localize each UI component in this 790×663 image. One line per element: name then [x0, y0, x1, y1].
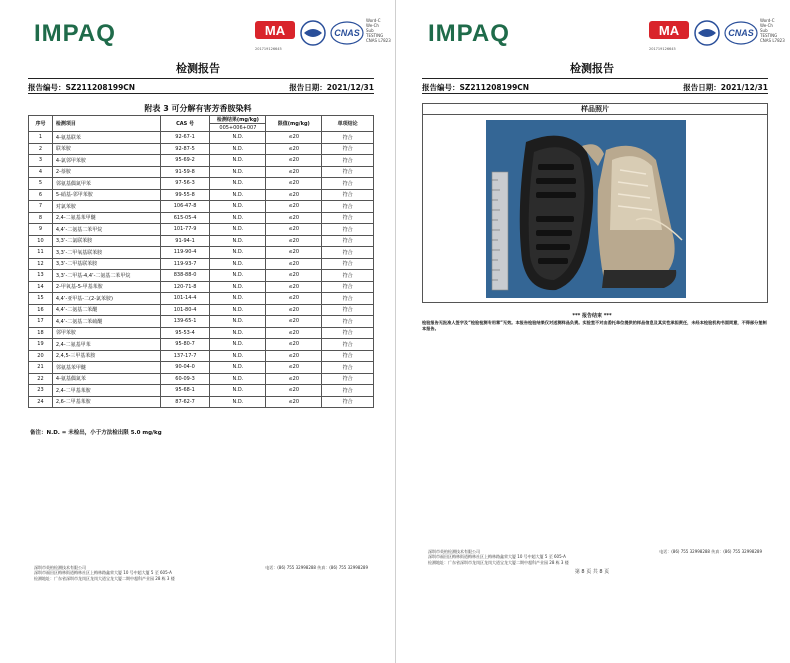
- row-limit: ≤20: [266, 155, 322, 167]
- footer-address: 深圳市福田区梅林街道梅林社区上梅林路鑫荣大厦 10 号中超大厦 5 至 605-A: [34, 570, 172, 576]
- report-page-left: [8, 8, 391, 648]
- row-cas: 119-90-4: [160, 247, 210, 259]
- footer-address: 深圳市福田区梅林街道梅林社区上梅林路鑫荣大厦 10 号中超大厦 5 至 605-A: [428, 554, 566, 560]
- row-result: N.D.: [210, 293, 266, 305]
- row-item: 2-萘胺: [52, 166, 160, 178]
- table-row: [29, 281, 374, 293]
- table-row: [29, 235, 374, 247]
- row-number: 14: [29, 281, 53, 293]
- row-cas: 101-77-9: [160, 224, 210, 236]
- row-verdict: 符合: [322, 166, 374, 178]
- row-number: 2: [29, 143, 53, 155]
- row-result: N.D.: [210, 327, 266, 339]
- row-cas: 137-17-7: [160, 350, 210, 362]
- row-cas: 101-14-4: [160, 293, 210, 305]
- row-item: 邻氨基苯甲醚: [52, 362, 160, 374]
- svg-text:CNAS: CNAS: [334, 28, 360, 38]
- row-limit: ≤20: [266, 304, 322, 316]
- cert-caption: Word-C We-Ch Sub TESTING CNAS L7823: [760, 18, 785, 43]
- row-item: 3,3’-二氯联苯胺: [52, 235, 160, 247]
- row-result: N.D.: [210, 281, 266, 293]
- table-row: [29, 327, 374, 339]
- row-verdict: 符合: [322, 235, 374, 247]
- svg-text:MA: MA: [264, 23, 286, 38]
- row-verdict: 符合: [322, 327, 374, 339]
- row-limit: ≤20: [266, 212, 322, 224]
- row-limit: ≤20: [266, 350, 322, 362]
- row-verdict: 符合: [322, 155, 374, 167]
- row-number: 6: [29, 189, 53, 201]
- row-result: N.D.: [210, 166, 266, 178]
- table-row: [29, 166, 374, 178]
- page-number: 第 8 页 共 8 页: [574, 569, 610, 575]
- row-result: N.D.: [210, 270, 266, 282]
- ilac-mra-icon: [694, 20, 720, 46]
- row-limit: ≤20: [266, 143, 322, 155]
- row-verdict: 符合: [322, 350, 374, 362]
- table-row: [29, 385, 374, 397]
- row-result: N.D.: [210, 247, 266, 259]
- row-item: 邻氨基偶氮甲苯: [52, 178, 160, 190]
- table-row: [29, 350, 374, 362]
- row-cas: 615-05-4: [160, 212, 210, 224]
- row-cas: 90-04-0: [160, 362, 210, 374]
- header-rule: [28, 93, 374, 94]
- row-cas: 95-68-1: [160, 385, 210, 397]
- table-row: [29, 132, 374, 144]
- page-footer: [428, 549, 762, 565]
- row-result: N.D.: [210, 235, 266, 247]
- row-cas: 97-56-3: [160, 178, 210, 190]
- table-row: [29, 247, 374, 259]
- cnas-icon: [724, 20, 758, 46]
- row-limit: ≤20: [266, 247, 322, 259]
- row-item: 4-氨基联苯: [52, 132, 160, 144]
- row-verdict: 符合: [322, 212, 374, 224]
- row-limit: ≤20: [266, 316, 322, 328]
- header-cas: CAS 号: [160, 116, 210, 132]
- row-number: 21: [29, 362, 53, 374]
- page-title: 检测报告: [570, 62, 614, 75]
- row-number: 23: [29, 385, 53, 397]
- row-item: 2,6-二甲基苯胺: [52, 396, 160, 408]
- row-limit: ≤20: [266, 385, 322, 397]
- row-verdict: 符合: [322, 201, 374, 213]
- impaq-logo: IMPAQ: [34, 20, 116, 47]
- row-cas: 60-09-3: [160, 373, 210, 385]
- table-row: [29, 373, 374, 385]
- row-limit: ≤20: [266, 258, 322, 270]
- svg-text:MA: MA: [658, 23, 680, 38]
- cma-number: 201719126645: [255, 47, 282, 51]
- row-result: N.D.: [210, 143, 266, 155]
- row-limit: ≤20: [266, 132, 322, 144]
- row-cas: 119-93-7: [160, 258, 210, 270]
- row-item: 联苯胺: [52, 143, 160, 155]
- row-cas: 95-69-2: [160, 155, 210, 167]
- row-result: N.D.: [210, 155, 266, 167]
- page-footer: [34, 565, 368, 581]
- row-verdict: 符合: [322, 270, 374, 282]
- row-item: 2,4-二氨基甲苯: [52, 339, 160, 351]
- row-result: N.D.: [210, 385, 266, 397]
- table-row: [29, 270, 374, 282]
- table-row: [29, 178, 374, 190]
- row-limit: ≤20: [266, 339, 322, 351]
- row-verdict: 符合: [322, 304, 374, 316]
- row-limit: ≤20: [266, 373, 322, 385]
- row-item: 3,3’-二甲基联苯胺: [52, 258, 160, 270]
- row-limit: ≤20: [266, 327, 322, 339]
- row-cas: 87-62-7: [160, 396, 210, 408]
- row-cas: 91-94-1: [160, 235, 210, 247]
- table-row: [29, 189, 374, 201]
- row-number: 5: [29, 178, 53, 190]
- row-limit: ≤20: [266, 178, 322, 190]
- row-item: 2,4-二氨基苯甲醚: [52, 212, 160, 224]
- row-number: 10: [29, 235, 53, 247]
- row-number: 8: [29, 212, 53, 224]
- svg-text:CNAS: CNAS: [728, 28, 754, 38]
- row-number: 19: [29, 339, 53, 351]
- row-verdict: 符合: [322, 143, 374, 155]
- row-item: 对氯苯胺: [52, 201, 160, 213]
- row-verdict: 符合: [322, 224, 374, 236]
- row-verdict: 符合: [322, 293, 374, 305]
- footer-contact: 电话：(86) 755 32998288 传真：(86) 755 32998289: [659, 549, 762, 554]
- row-limit: ≤20: [266, 362, 322, 374]
- row-item: 4,4’-二氨基二苯硫醚: [52, 316, 160, 328]
- row-verdict: 符合: [322, 281, 374, 293]
- row-number: 16: [29, 304, 53, 316]
- row-number: 24: [29, 396, 53, 408]
- table-row: [29, 339, 374, 351]
- header-no: 序号: [29, 116, 53, 132]
- row-number: 9: [29, 224, 53, 236]
- table-row: [29, 316, 374, 328]
- header-item: 检测项目: [52, 116, 160, 132]
- row-cas: 139-65-1: [160, 316, 210, 328]
- table-row: [29, 362, 374, 374]
- header-rule: [422, 93, 768, 94]
- row-verdict: 符合: [322, 373, 374, 385]
- report-disclaimer: 检验报告无批准人签字及“检验检测专用章”无效。本报告检验结果仅对送测样品负责。实验室不对由委托单位提供的样品信息及其实性承担责任，未经本检验机构书面同意，不得部分复制本报告。: [422, 320, 767, 331]
- cma-number: 201719126645: [649, 47, 676, 51]
- table-row: [29, 212, 374, 224]
- report-number: 报告编号：SZ211208199CN: [28, 83, 136, 92]
- row-number: 22: [29, 373, 53, 385]
- row-item: 5-硝基-邻甲苯胺: [52, 189, 160, 201]
- row-verdict: 符合: [322, 178, 374, 190]
- table-row: [29, 155, 374, 167]
- row-cas: 92-67-1: [160, 132, 210, 144]
- row-limit: ≤20: [266, 166, 322, 178]
- table-row: [29, 396, 374, 408]
- row-item: 2-甲氧基-5-甲基苯胺: [52, 281, 160, 293]
- row-number: 7: [29, 201, 53, 213]
- row-limit: ≤20: [266, 224, 322, 236]
- section-title: 附表 3 可分解有害芳香胺染料: [144, 104, 252, 113]
- row-item: 3,3’-二甲氧基联苯胺: [52, 247, 160, 259]
- row-result: N.D.: [210, 396, 266, 408]
- table-row: [29, 224, 374, 236]
- row-item: 3,3’-二甲基-4,4’-二氨基二苯甲烷: [52, 270, 160, 282]
- row-limit: ≤20: [266, 293, 322, 305]
- report-date: 报告日期：2021/12/31: [683, 83, 768, 92]
- row-item: 4,4’-二氨基二苯甲烷: [52, 224, 160, 236]
- row-verdict: 符合: [322, 316, 374, 328]
- row-result: N.D.: [210, 350, 266, 362]
- footer-company: 深圳市英柏检测技术有限公司: [428, 549, 480, 554]
- row-limit: ≤20: [266, 201, 322, 213]
- cma-cert-icon: [254, 20, 296, 46]
- photo-section-title: 样品照片: [422, 103, 768, 115]
- row-item: 2,4,5-三甲基苯胺: [52, 350, 160, 362]
- row-number: 11: [29, 247, 53, 259]
- footer-lab-address: 检测地址：广东省深圳市龙岗区龙岗大道宝龙大厦二期中超科产业园 28 栋 3 楼: [428, 559, 569, 565]
- report-date: 报告日期：2021/12/31: [289, 83, 374, 92]
- header-result-sample: 005+006+007: [210, 124, 266, 132]
- row-result: N.D.: [210, 189, 266, 201]
- header-rule: [422, 78, 768, 79]
- row-verdict: 符合: [322, 132, 374, 144]
- row-item: 邻甲苯胺: [52, 327, 160, 339]
- row-result: N.D.: [210, 212, 266, 224]
- ruler-graphic: [492, 172, 508, 290]
- table-row: [29, 143, 374, 155]
- row-verdict: 符合: [322, 385, 374, 397]
- row-cas: 92-87-5: [160, 143, 210, 155]
- row-number: 3: [29, 155, 53, 167]
- row-limit: ≤20: [266, 396, 322, 408]
- footer-company: 深圳市英柏检测技术有限公司: [34, 565, 86, 570]
- report-meta: [422, 82, 768, 93]
- row-result: N.D.: [210, 224, 266, 236]
- row-cas: 838-88-0: [160, 270, 210, 282]
- row-item: 4,4’-亚甲基-二(2-氯苯胺): [52, 293, 160, 305]
- header-result: 检测结果(mg/kg): [210, 116, 266, 124]
- cert-caption: Word-C We-Ch Sub TESTING CNAS L7823: [366, 18, 391, 43]
- row-cas: 101-80-4: [160, 304, 210, 316]
- ilac-mra-icon: [300, 20, 326, 46]
- row-result: N.D.: [210, 132, 266, 144]
- row-limit: ≤20: [266, 281, 322, 293]
- row-cas: 106-47-8: [160, 201, 210, 213]
- page-title: 检测报告: [176, 62, 220, 75]
- row-number: 13: [29, 270, 53, 282]
- row-number: 4: [29, 166, 53, 178]
- table-row: [29, 293, 374, 305]
- footer-contact: 电话：(86) 755 32998288 传真：(86) 755 32998289: [265, 565, 368, 570]
- report-end-mark: *** 报告结束 ***: [572, 313, 612, 319]
- row-cas: 99-55-8: [160, 189, 210, 201]
- table-note: 备注：N.D. = 未检出，小于方法检出限 5.0 mg/kg: [30, 430, 162, 436]
- impaq-logo: IMPAQ: [428, 20, 510, 47]
- header-rule: [28, 78, 374, 79]
- row-cas: 91-59-8: [160, 166, 210, 178]
- row-verdict: 符合: [322, 258, 374, 270]
- cma-cert-icon: [648, 20, 690, 46]
- row-verdict: 符合: [322, 247, 374, 259]
- row-number: 1: [29, 132, 53, 144]
- cnas-icon: [330, 20, 364, 46]
- row-result: N.D.: [210, 373, 266, 385]
- report-meta: [28, 82, 374, 93]
- row-limit: ≤20: [266, 235, 322, 247]
- row-limit: ≤20: [266, 189, 322, 201]
- row-cas: 120-71-8: [160, 281, 210, 293]
- row-result: N.D.: [210, 178, 266, 190]
- row-number: 18: [29, 327, 53, 339]
- row-verdict: 符合: [322, 189, 374, 201]
- row-verdict: 符合: [322, 362, 374, 374]
- row-result: N.D.: [210, 304, 266, 316]
- row-result: N.D.: [210, 362, 266, 374]
- row-cas: 95-80-7: [160, 339, 210, 351]
- sample-shoe-photo: [486, 120, 686, 298]
- report-page-right: [402, 8, 785, 648]
- row-item: 4-氨基偶氮苯: [52, 373, 160, 385]
- report-number: 报告编号：SZ211208199CN: [422, 83, 530, 92]
- table-row: [29, 304, 374, 316]
- table-row: [29, 201, 374, 213]
- row-verdict: 符合: [322, 396, 374, 408]
- page-divider: [395, 0, 396, 663]
- table-row: [29, 258, 374, 270]
- row-cas: 95-53-4: [160, 327, 210, 339]
- row-limit: ≤20: [266, 270, 322, 282]
- row-number: 12: [29, 258, 53, 270]
- row-result: N.D.: [210, 339, 266, 351]
- header-limit: 限值(mg/kg): [266, 116, 322, 132]
- row-number: 17: [29, 316, 53, 328]
- row-result: N.D.: [210, 316, 266, 328]
- row-number: 20: [29, 350, 53, 362]
- row-item: 4-氯邻甲苯胺: [52, 155, 160, 167]
- row-verdict: 符合: [322, 339, 374, 351]
- row-item: 4,4’-二氨基二苯醚: [52, 304, 160, 316]
- row-item: 2,4-二甲基苯胺: [52, 385, 160, 397]
- amine-results-table: [28, 115, 374, 408]
- header-verdict: 单项结论: [322, 116, 374, 132]
- footer-lab-address: 检测地址：广东省深圳市龙岗区龙岗大道宝龙大厦二期中超科产业园 28 栋 3 楼: [34, 575, 175, 581]
- row-number: 15: [29, 293, 53, 305]
- row-result: N.D.: [210, 201, 266, 213]
- row-result: N.D.: [210, 258, 266, 270]
